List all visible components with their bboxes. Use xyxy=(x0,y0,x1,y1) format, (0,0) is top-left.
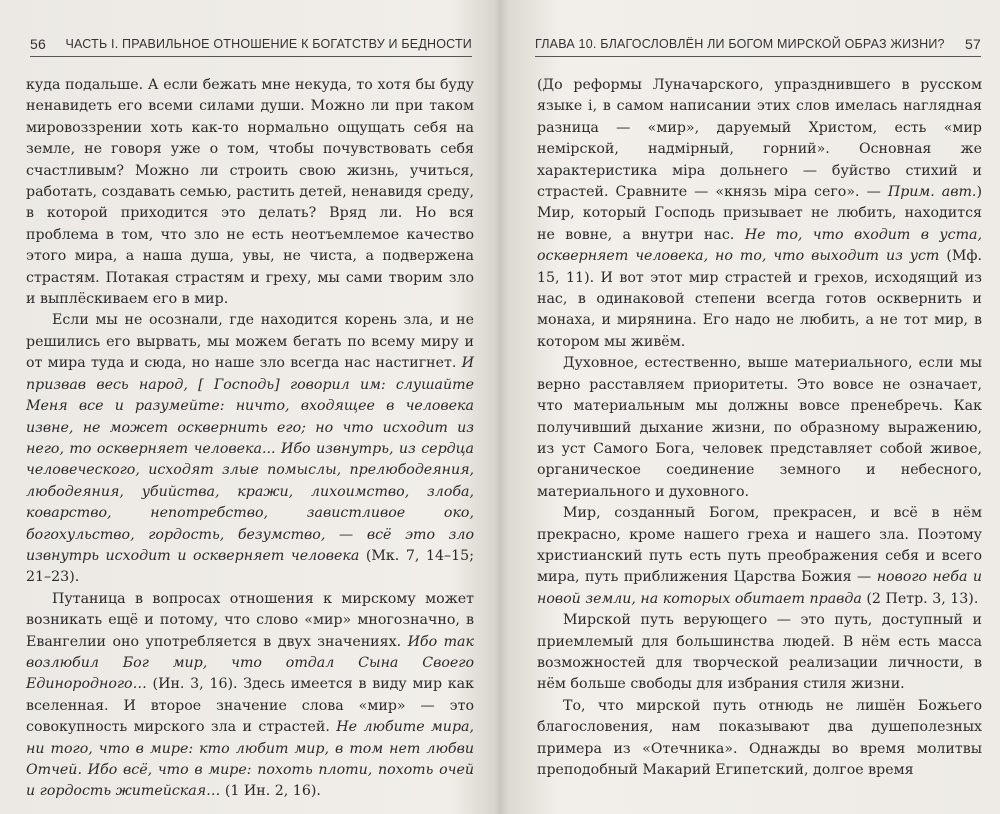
text-run: куда подальше. А если бежать мне некуда, то хотя бы буду ненавидеть его всеми силами души. Можно ли при таком мировоззрении хоть как-то нормально ощущать себя на земле, не говоря уже о том, чтобы почувствовать себя счастливым? Можно ли строить свою жизнь, учиться, работать, создавать семью, растить детей, ненавидя среду, в которой приходится это делать? Вряд ли. Но вся проблема в том, что зло не есть неотъемлемое качество этого мира, а наша душа, увы, не чиста, а подвержена страстям. Потакая страстям и греху, мы сами творим зло и выплёскиваем его в мир. xyxy=(26,77,474,308)
left-page-header xyxy=(30,36,472,56)
paragraph xyxy=(537,75,982,353)
italic-quote: нового неба и новой земли, на которых обитает правда xyxy=(537,569,982,607)
text-run: Мирской путь верующего — это путь, доступный и приемлемый для большинства людей. В нём есть масса возможностей для творческой реализации личности, в нём больше свободы для избрания стиля жизни. xyxy=(537,612,982,693)
running-title: ГЛАВА 10. БЛАГОСЛОВЛЁН ЛИ БОГОМ МИРСКОЙ ОБРАЗ ЖИЗНИ? xyxy=(535,37,945,51)
paragraph xyxy=(26,589,474,803)
text-run: (1 Ин. 2, 16). xyxy=(220,783,321,800)
text-run: (До реформы Луначарского, упразднившего в русском языке і, в самом написании этих слов имелась наглядная разница — «мир», даруемый Христом, есть «мир немірской, надмірный, горний». Основная же характеристика міра дольнего — буйство стихий и страстей. Сравните — «князь міра сего». — xyxy=(537,77,982,201)
paragraph xyxy=(537,610,982,696)
paragraph xyxy=(26,310,474,588)
italic-quote: Не любите мира, ни того, что в мире: кто любит мир, в том нет любви Отчей. Ибо всё, что в мире: похоть плоти, похоть очей и гордость житейская… xyxy=(26,719,474,800)
paragraph xyxy=(537,503,982,610)
text-run: (Мк. 7, 14–15; 21–23). xyxy=(26,547,474,586)
right-page-body xyxy=(537,75,982,781)
right-page xyxy=(510,0,1000,814)
running-title: ЧАСТЬ I. ПРАВИЛЬНОЕ ОТНОШЕНИЕ К БОГАТСТВУ И БЕДНОСТИ xyxy=(65,37,472,51)
text-run: (Мф. 15, 11). И вот этот мир страстей и грехов, исходящий из нас, в одинаковой степени всегда готов осквернить и монаха, и мирянина. Его надо не любить, а не тот мир, в котором мы живём. xyxy=(537,248,983,350)
right-page-header xyxy=(535,36,981,56)
text-run: Мир, созданный Богом, прекрасен, и всё в нём прекрасно, кроме нашего греха и нашего зла. Поэтому христианский путь есть путь преображения себя и всего мира, путь приближения Царства Божия — xyxy=(537,505,982,586)
italic-quote: Ибо так возлюбил Бог мир, что отдал Сына Своего Единородного… xyxy=(26,633,474,693)
left-page-body xyxy=(26,75,474,803)
text-run: (Ин. 3, 16). Здесь имеется в виду мир как вселенная. И второе значение слова «мир» — это совокупность мирского зла и страстей. xyxy=(26,676,474,736)
text-run: Путаница в вопросах отношения к мирскому может возникать ещё и потому, что слово «мир» многозначно, в Евангелии оно употребляется в двух значениях. xyxy=(26,590,474,650)
text-run: (2 Петр. 3, 13). xyxy=(861,590,979,607)
paragraph xyxy=(537,353,982,503)
italic-quote: Не то, что входит в уста, оскверняет человека, но то, что выходит из уст xyxy=(537,226,982,265)
italic-quote: И призвав весь народ, [ Господь] говорил им: слушайте Меня все и разумейте: ничто, входящее в человека извне, не может осквернить его; но что исходит из него, то оскверняет человека... Ибо извнутрь, из сердца человеческого, исходят злые помыслы, прелюбодеяния, любодеяния, убийства, кражи, лихоимство, злоба, коварство, непотребство, завистливое око, богохульство, гордость, безумство, — всё это зло извнутрь исходит и оскверняет человека xyxy=(26,355,474,564)
paragraph xyxy=(26,75,474,310)
page-number: 56 xyxy=(30,36,46,52)
text-run: ) Мир, который Господь призывает не любить, находится не вовне, а внутри нас. xyxy=(537,184,982,243)
page-number: 57 xyxy=(965,36,981,52)
header-rule xyxy=(30,56,472,57)
paragraph xyxy=(537,696,982,782)
header-rule xyxy=(535,56,981,57)
text-run: Духовное, естественно, выше материального, если мы верно расставляем приоритеты. Это вовсе не означает, что материальным мы должны вовсе пренебречь. Как получивший дыхание жизни, по образному выражению, из уст Самого Бога, человек представляет собой живое, органическое соединение земного и небесного, материального и духовного. xyxy=(537,355,982,500)
italic-quote: Прим. авт. xyxy=(887,184,977,201)
text-run: То, что мирской путь отнюдь не лишён Божьего благословения, нам показывают два душеполезных примера из «Отечника». Однажды во время молитвы преподобный Макарий Египетский, долгое время xyxy=(537,697,982,778)
text-run: Если мы не осознали, где находится корень зла, и не решились его вырвать, мы можем бегать по всему миру и от мира туда и сюда, но наше зло всегда нас настигнет. xyxy=(26,312,474,372)
